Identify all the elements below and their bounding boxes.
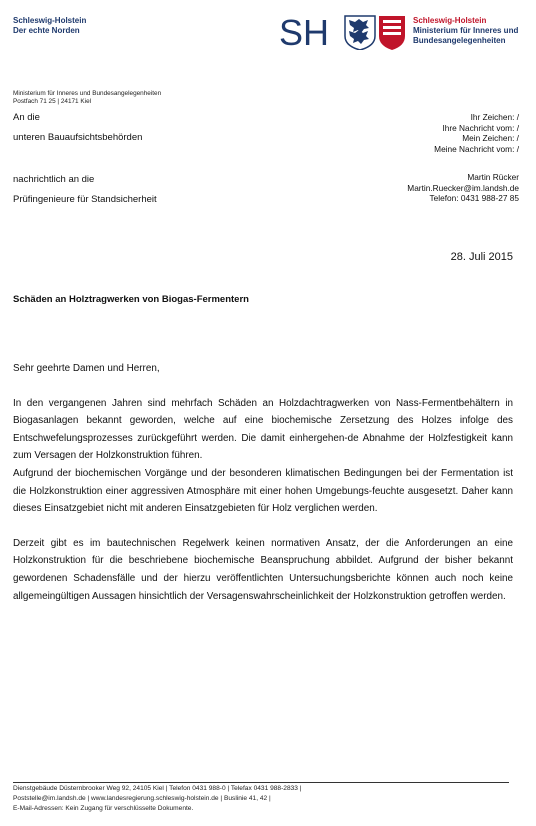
reference-line: Ihr Zeichen: /: [470, 112, 519, 122]
footer: [13, 784, 302, 814]
ministry-name-1: Ministerium für Inneres und: [413, 26, 519, 35]
body-paragraph: Aufgrund der biochemischen Vorgänge und der besonderen klimatischen Bedingungen bei der Fermentation ist die Holzkonstruktion einer aggressiven Atmosphäre mit einer hohen Umgebungs-feuchte ausgesetzt. Daher kann dieses Einsatzgebiet nicht mit anderen Einsatzgebieten für Holz verglichen werden.: [13, 467, 513, 515]
brand-slogan: Der echte Norden: [13, 26, 80, 35]
contact-phone: Telefon: 0431 988-27 85: [429, 193, 519, 203]
recipient-line: Prüfingenieure für Standsicherheit: [13, 194, 157, 205]
body-paragraph: In den vergangenen Jahren sind mehrfach Schäden an Holzdachtragwerken von Nass-Fermentbehältern in Biogasanlagen bekannt geworden, welche auf eine biochemische Zersetzung des Holzes infolge des Entschwefelungsprozesses zurückgeführt werden. Die damit einhergehen-de Abnahme der Holzfestigkeit kann zum Versagen der Holzkonstruktion führen.: [13, 397, 513, 462]
letter-subject: Schäden an Holztragwerken von Biogas-Fermentern: [13, 294, 249, 305]
contact-name: Martin Rücker: [467, 172, 519, 182]
sender-line: Postfach 71 25 | 24171 Kiel: [13, 98, 92, 105]
brand-block: [13, 16, 86, 36]
letter-body: [13, 360, 513, 605]
body-paragraph: Derzeit gibt es im bautechnischen Regelwerk keinen normativen Ansatz, der die Anforderungen an eine Holzkonstruktion für die beschriebene biochemische Beanspruchung abbildet. Aufgrund der bisher bekannt gewordenen Schadensfälle und der hierzu veröffentlichten Untersuchungsberichte können auch noch keine allgemeingültigen Aussagen hinsichtlich der Versagenswahrscheinlichkeit der Holzkonstruktion getroffen werden.: [13, 537, 513, 602]
logo-letters: SH: [279, 12, 330, 50]
brand-name: Schleswig-Holstein: [13, 16, 87, 25]
ministry-state: Schleswig-Holstein: [413, 16, 487, 25]
reference-line: Mein Zeichen: /: [462, 133, 519, 143]
ministry-header: [413, 16, 518, 46]
reference-block: [434, 112, 519, 154]
footer-line: Dienstgebäude Düsternbrooker Weg 92, 24105 Kiel | Telefon 0431 988-0 | Telefax 0431 988-2833 |: [13, 785, 302, 792]
footer-line: Poststelle@im.landsh.de | www.landesregierung.schleswig-holstein.de | Buslinie 41, 42 |: [13, 795, 271, 802]
sender-line: Ministerium für Inneres und Bundesangelegenheiten: [13, 90, 162, 97]
footer-line: E-Mail-Adressen: Kein Zugang für verschlüsselte Dokumente.: [13, 805, 194, 812]
ministry-name-2: Bundesangelegenheiten: [413, 36, 506, 45]
recipient-line: unteren Bauaufsichtsbehörden: [13, 132, 143, 143]
sh-logo: [279, 12, 409, 50]
recipient-line: An die: [13, 112, 40, 123]
footer-divider: [13, 782, 509, 783]
reference-line: Ihre Nachricht vom: /: [442, 122, 519, 133]
letter-date: 28. Juli 2015: [450, 251, 513, 263]
sender-address: [13, 90, 161, 106]
contact-email[interactable]: Martin.Ruecker@im.landsh.de: [407, 182, 519, 193]
recipient-block: [13, 112, 157, 206]
contact-block: [407, 172, 519, 204]
recipient-line: nachrichtlich an die: [13, 174, 95, 185]
reference-line: Meine Nachricht vom: /: [434, 143, 519, 154]
coat-of-arms-icon: [279, 12, 409, 50]
salutation: Sehr geehrte Damen und Herren,: [13, 363, 160, 374]
